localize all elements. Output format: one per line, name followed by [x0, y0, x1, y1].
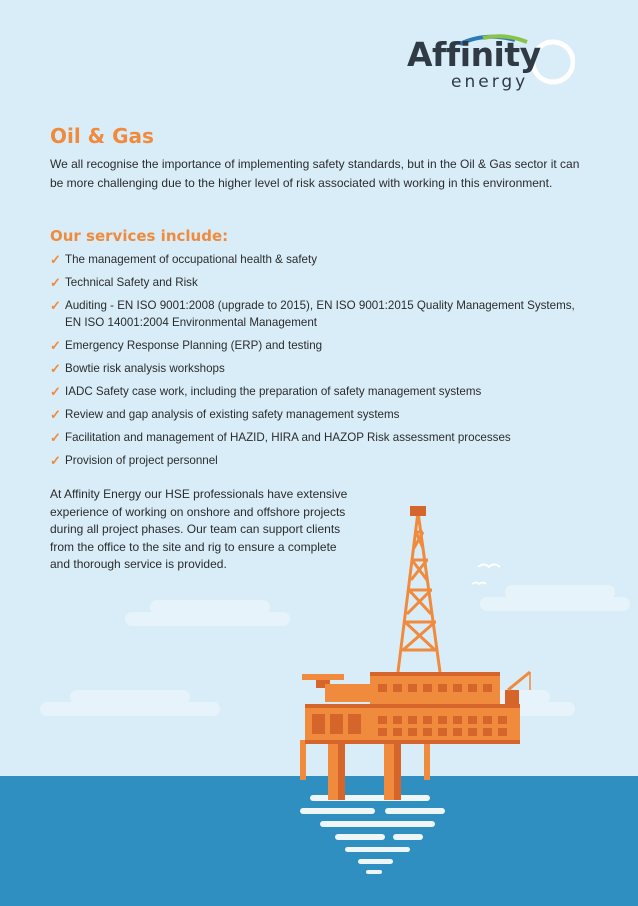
page-title: Oil & Gas — [50, 124, 154, 148]
service-text: Review and gap analysis of existing safety management systems — [65, 408, 400, 421]
list-item — [50, 251, 580, 268]
list-item — [50, 406, 580, 423]
service-text: Emergency Response Planning (ERP) and testing — [65, 339, 323, 352]
service-text: IADC Safety case work, including the preparation of safety management systems — [65, 385, 482, 398]
list-item — [50, 274, 580, 291]
list-item — [50, 297, 580, 331]
service-text: Provision of project personnel — [65, 454, 218, 467]
logo-wordmark: Affinity — [407, 35, 541, 74]
check-icon: ✓ — [50, 338, 61, 353]
logo-subtitle: energy — [451, 72, 529, 92]
seagull-icon — [478, 565, 500, 568]
list-item — [50, 429, 580, 446]
check-icon: ✓ — [50, 407, 61, 422]
service-text: Technical Safety and Risk — [65, 276, 198, 289]
services-heading: Our services include: — [50, 227, 229, 245]
service-text: Facilitation and management of HAZID, HIRA and HAZOP Risk assessment processes — [65, 431, 511, 444]
list-item — [50, 360, 580, 377]
affinity-energy-logo — [405, 34, 575, 98]
closing-paragraph: At Affinity Energy our HSE professionals have extensive experience of working on onshore and offshore projects during all project phases. Our team can support clients from the office to the site and rig to ensure a complete and thorough service is provided. — [50, 487, 348, 572]
list-item — [50, 452, 580, 469]
rig-hull — [305, 704, 520, 744]
check-icon: ✓ — [50, 252, 61, 267]
intro-paragraph: We all recognise the importance of implementing safety standards, but in the Oil & Gas sector it can be more challenging due to the higher level of risk associated with working in this environment. — [50, 157, 580, 190]
check-icon: ✓ — [50, 453, 61, 468]
rig-upper-deck — [325, 672, 500, 706]
service-text: The management of occupational health & safety — [65, 253, 317, 266]
check-icon: ✓ — [50, 384, 61, 399]
check-icon: ✓ — [50, 430, 61, 445]
check-icon: ✓ — [50, 298, 61, 313]
service-text: Auditing - EN ISO 9001:2008 (upgrade to 2015), EN ISO 9001:2015 Quality Management Systems, EN ISO 14001:2004 Environmental Management — [65, 299, 575, 329]
list-item — [50, 383, 580, 400]
service-text: Bowtie risk analysis workshops — [65, 362, 225, 375]
check-icon: ✓ — [50, 361, 61, 376]
derrick-tower — [398, 512, 440, 672]
services-list — [50, 251, 580, 475]
check-icon: ✓ — [50, 275, 61, 290]
seagull-icon — [472, 583, 486, 585]
list-item — [50, 337, 580, 354]
